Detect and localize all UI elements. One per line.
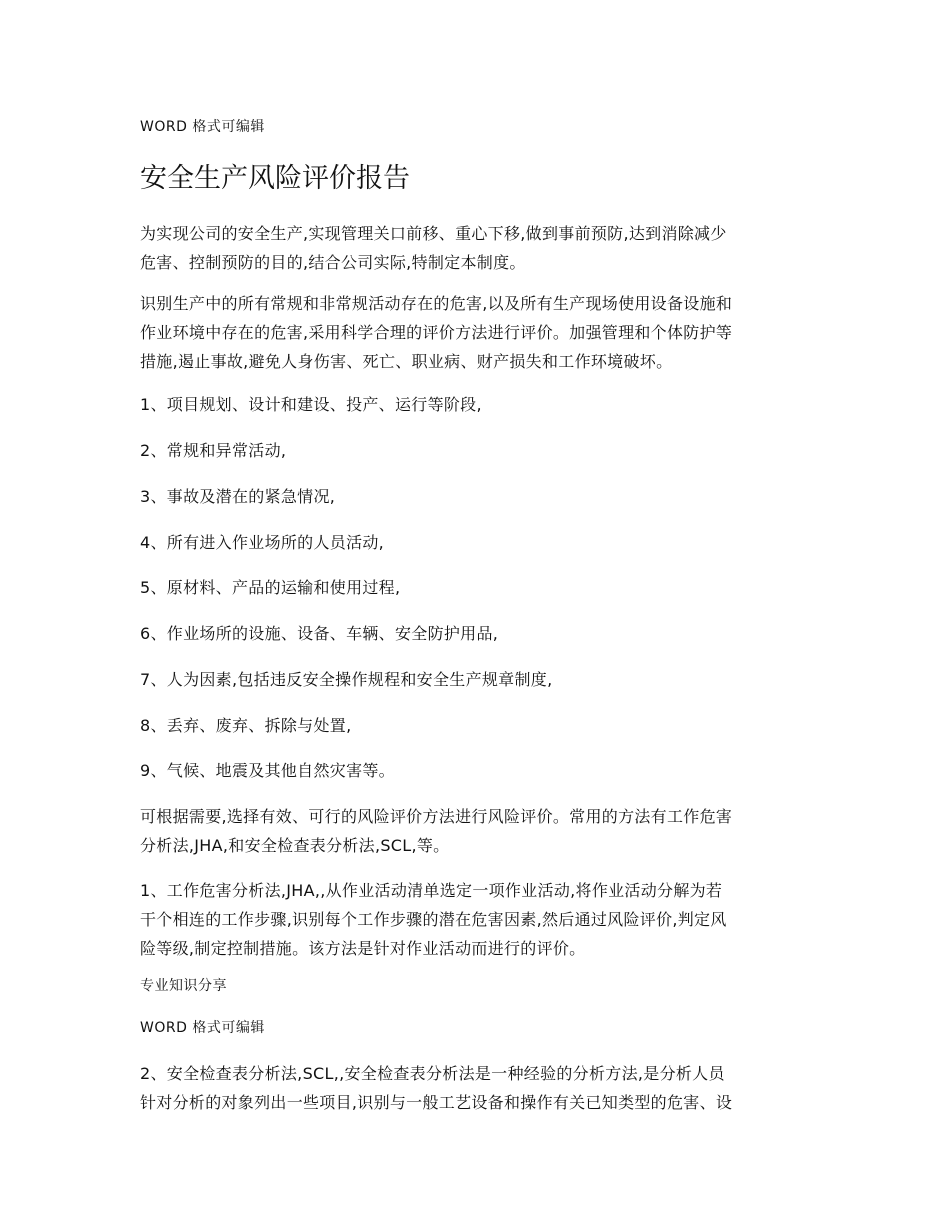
document-title: 安全生产风险评价报告 xyxy=(140,163,410,194)
paragraph-line: 为实现公司的安全生产,实现管理关口前移、重心下移,做到事前预防,达到消除减少 xyxy=(140,224,727,243)
paragraph-line: 险等级,制定控制措施。该方法是针对作业活动而进行的评价。 xyxy=(140,939,586,958)
paragraph-line: 分析法,JHA,和安全检查表分析法,SCL,等。 xyxy=(140,836,450,855)
list-item: 6、作业场所的设施、设备、车辆、安全防护用品, xyxy=(140,624,499,643)
list-item: 3、事故及潜在的紧急情况, xyxy=(140,487,336,506)
paragraph-line: 干个相连的工作步骤,识别每个工作步骤的潜在危害因素,然后通过风险评价,判定风 xyxy=(140,910,727,929)
list-item: 8、丢弃、废弃、拆除与处置, xyxy=(140,716,352,735)
paragraph-line: 危害、控制预防的目的,结合公司实际,特制定本制度。 xyxy=(140,253,526,272)
list-item: 7、人为因素,包括违反安全操作规程和安全生产规章制度, xyxy=(140,670,553,689)
paragraph-line: 针对分析的对象列出一些项目,识别与一般工艺设备和操作有关已知类型的危害、设 xyxy=(140,1093,733,1112)
paragraph-line: 1、工作危害分析法,JHA,,从作业活动清单选定一项作业活动,将作业活动分解为若 xyxy=(140,881,723,900)
list-item: 4、所有进入作业场所的人员活动, xyxy=(140,533,385,552)
methods-paragraph xyxy=(140,802,810,860)
header-label: WORD 格式可编辑 xyxy=(140,119,265,135)
method1-paragraph xyxy=(140,876,810,963)
header-label-2: WORD 格式可编辑 xyxy=(140,1020,265,1036)
list-item: 1、项目规划、设计和建设、投产、运行等阶段, xyxy=(140,395,482,414)
scope-paragraph xyxy=(140,289,810,376)
paragraph-line: 作业环境中存在的危害,采用科学合理的评价方法进行评价。加强管理和个体防护等 xyxy=(140,323,733,342)
paragraph-line: 可根据需要,选择有效、可行的风险评价方法进行风险评价。常用的方法有工作危害 xyxy=(140,807,733,826)
list-item: 9、气候、地震及其他自然灾害等。 xyxy=(140,761,395,780)
footer-label: 专业知识分享 xyxy=(140,978,227,994)
intro-paragraph xyxy=(140,219,810,277)
list-item: 5、原材料、产品的运输和使用过程, xyxy=(140,578,401,597)
paragraph-line: 2、安全检查表分析法,SCL,,安全检查表分析法是一种经验的分析方法,是分析人员 xyxy=(140,1064,725,1083)
list-item: 2、常规和异常活动, xyxy=(140,441,287,460)
paragraph-line: 措施,遏止事故,避免人身伤害、死亡、职业病、财产损失和工作环境破坏。 xyxy=(140,352,673,371)
paragraph-line: 识别生产中的所有常规和非常规活动存在的危害,以及所有生产现场使用设备设施和 xyxy=(140,294,733,313)
method2-paragraph xyxy=(140,1059,810,1117)
